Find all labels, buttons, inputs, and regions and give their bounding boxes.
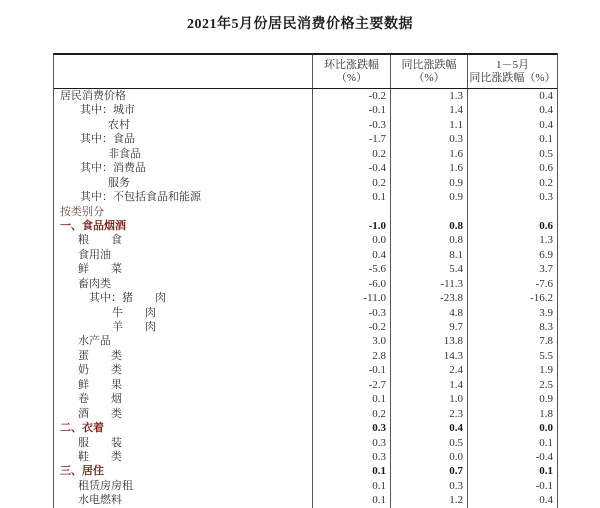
row-category-label: 服务 [108,176,130,189]
row-ytd-value: 2.5 [467,378,557,392]
row-yoy-value: 13.8 [390,334,467,348]
row-ytd-value: 0.4 [467,89,557,103]
row-mom-value: -1.7 [312,132,390,146]
row-yoy-value: 0.3 [390,132,467,146]
row-ytd-value: 3.9 [467,306,557,320]
row-mom-value: 0.2 [312,407,390,421]
row-ytd-value: 1.3 [467,233,557,247]
table-row [54,306,557,320]
row-yoy-value: 1.6 [390,161,467,175]
row-yoy-value: 1.0 [390,392,467,406]
table-row [54,479,557,493]
row-mom-value: -0.3 [312,118,390,132]
row-ytd-value: 3.7 [467,262,557,276]
header-cell-ytd [467,55,557,88]
table-row [54,205,557,219]
header-ytd-line1: 1－5月 [496,58,529,71]
row-yoy-value: 0.7 [390,464,467,478]
row-category-label: 食用油 [78,248,111,261]
row-yoy-value: 8.1 [390,248,467,262]
row-mom-value: 0.2 [312,147,390,161]
row-ytd-value: 0.1 [467,132,557,146]
row-category-label: 农村 [108,118,130,131]
row-yoy-value: 1.6 [390,147,467,161]
table-row [54,233,557,247]
row-category-label: 一、食品烟酒 [60,219,126,232]
table-body [54,89,557,508]
header-cell-category [54,55,312,88]
row-category-label: 按类别分 [60,205,104,218]
row-category-label: 鲜 果 [78,378,122,391]
row-category-label: 鞋 类 [78,450,122,463]
row-yoy-value: 1.3 [390,89,467,103]
table-row [54,378,557,392]
header-mom-line2: （%） [335,71,368,84]
table-row [54,320,557,334]
row-yoy-value: 2.3 [390,407,467,421]
row-mom-value: 0.3 [312,421,390,435]
row-category-label: 鲜 菜 [78,263,122,276]
row-ytd-value: 0.6 [467,219,557,233]
row-mom-value: 0.1 [312,464,390,478]
row-ytd-value: 8.3 [467,320,557,334]
row-yoy-value: 0.5 [390,436,467,450]
header-ytd-line2: 同比涨跌幅（%） [469,71,556,84]
row-mom-value: -2.7 [312,378,390,392]
header-yoy-line1: 同比涨跌幅 [401,58,457,71]
table-row [54,103,557,117]
row-category-label: 二、衣着 [60,422,104,435]
table-row [54,190,557,204]
row-category-label: 水电燃料 [78,494,122,507]
row-ytd-value: 0.4 [467,118,557,132]
row-ytd-value [467,205,557,219]
header-cell-yoy [390,55,467,88]
row-ytd-value: 0.9 [467,392,557,406]
table-header-row [54,55,557,89]
table-row [54,219,557,233]
row-yoy-value: 0.9 [390,190,467,204]
row-category-label: 非食品 [108,147,141,160]
row-mom-value: 0.1 [312,493,390,507]
row-mom-value: 0.3 [312,450,390,464]
row-category-label: 牛 肉 [112,306,156,319]
row-mom-value: -0.3 [312,306,390,320]
row-mom-value: -0.2 [312,89,390,103]
table-row [54,392,557,406]
row-mom-value: 0.2 [312,176,390,190]
row-ytd-value: 0.4 [467,493,557,507]
table-row [54,147,557,161]
row-ytd-value: 0.6 [467,161,557,175]
row-ytd-value: 0.3 [467,190,557,204]
row-ytd-value: 5.5 [467,349,557,363]
row-yoy-value: 1.2 [390,493,467,507]
header-cell-mom [312,55,390,88]
row-mom-value: 0.1 [312,479,390,493]
row-mom-value: -0.4 [312,161,390,175]
row-yoy-value: 2.4 [390,363,467,377]
row-ytd-value: 0.2 [467,176,557,190]
row-category-label: 水产品 [78,335,111,348]
row-yoy-value: 0.0 [390,450,467,464]
row-mom-value: -0.2 [312,320,390,334]
row-mom-value: 0.4 [312,248,390,262]
row-category-label: 其中：食品 [80,133,135,146]
table-row [54,493,557,507]
table-row [54,89,557,103]
table-row [54,118,557,132]
table-row [54,421,557,435]
row-yoy-value [390,205,467,219]
row-category-label: 其中：城市 [80,104,135,117]
row-ytd-value: -7.6 [467,277,557,291]
table-row [54,132,557,146]
row-yoy-value: 1.1 [390,118,467,132]
row-category-label: 三、居住 [60,465,104,478]
row-category-label: 卷 烟 [78,393,122,406]
cpi-data-table [53,53,558,508]
row-ytd-value: -0.1 [467,479,557,493]
row-category-label: 酒 类 [78,407,122,420]
row-mom-value: 0.3 [312,436,390,450]
table-row [54,407,557,421]
row-mom-value: -6.0 [312,277,390,291]
row-mom-value: -1.0 [312,219,390,233]
row-yoy-value: 0.4 [390,421,467,435]
table-row [54,450,557,464]
row-mom-value: -0.1 [312,103,390,117]
row-mom-value: 2.8 [312,349,390,363]
row-ytd-value: 0.1 [467,436,557,450]
row-mom-value: 0.1 [312,392,390,406]
row-category-label: 租赁房房租 [78,479,133,492]
row-yoy-value: 1.4 [390,103,467,117]
row-ytd-value: 0.1 [467,464,557,478]
row-ytd-value: 0.5 [467,147,557,161]
row-yoy-value: 0.8 [390,219,467,233]
table-row [54,161,557,175]
row-ytd-value: 0.4 [467,103,557,117]
table-row [54,334,557,348]
row-ytd-value: 1.8 [467,407,557,421]
row-yoy-value: 14.3 [390,349,467,363]
row-yoy-value: 0.3 [390,479,467,493]
table-row [54,464,557,478]
table-row [54,291,557,305]
row-yoy-value: -11.3 [390,277,467,291]
row-category-label: 畜肉类 [78,277,111,290]
row-category-label: 羊 肉 [112,321,156,333]
row-yoy-value: 9.7 [390,320,467,334]
row-category-label: 粮 食 [78,234,122,247]
row-yoy-value: -23.8 [390,291,467,305]
row-mom-value: -5.6 [312,262,390,276]
row-yoy-value: 5.4 [390,262,467,276]
row-category-label: 居民消费价格 [60,90,126,102]
row-mom-value: -0.1 [312,363,390,377]
header-yoy-line2: （%） [413,71,445,84]
row-mom-value: 0.1 [312,190,390,204]
table-row [54,349,557,363]
row-ytd-value: 1.9 [467,363,557,377]
row-ytd-value: 0.0 [467,421,557,435]
row-ytd-value: 6.9 [467,248,557,262]
row-mom-value: -11.0 [312,291,390,305]
row-category-label: 服 装 [78,436,122,449]
table-row [54,363,557,377]
table-row [54,176,557,190]
header-mom-line1: 环比涨跌幅 [324,58,379,71]
row-category-label: 其中：消费品 [80,162,146,175]
table-row [54,248,557,262]
row-category-label: 其中：不包括食品和能源 [80,191,201,204]
row-yoy-value: 0.8 [390,233,467,247]
row-ytd-value: -16.2 [467,291,557,305]
table-row [54,436,557,450]
row-mom-value: 3.0 [312,334,390,348]
row-ytd-value: -0.4 [467,450,557,464]
row-mom-value: 0.0 [312,233,390,247]
row-yoy-value: 0.9 [390,176,467,190]
page-title: 2021年5月份居民消费价格主要数据 [187,17,413,32]
table-row [54,262,557,276]
row-category-label: 奶 类 [78,364,122,377]
row-category-label: 蛋 类 [78,349,122,362]
row-yoy-value: 1.4 [390,378,467,392]
row-ytd-value: 7.8 [467,334,557,348]
row-mom-value [312,205,390,219]
table-row [54,277,557,291]
row-yoy-value: 4.8 [390,306,467,320]
row-category-label: 其中：猪 肉 [89,292,166,305]
